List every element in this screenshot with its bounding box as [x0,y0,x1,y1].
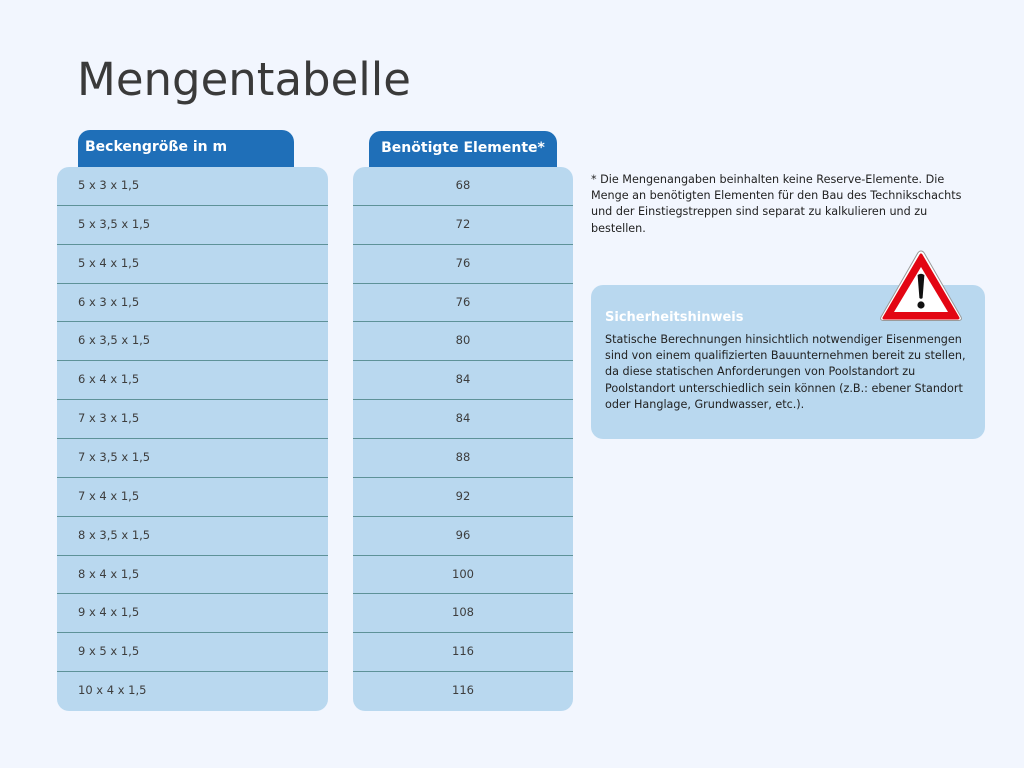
table-cell-size: 7 x 3,5 x 1,5 [57,439,328,478]
safety-notice-text: Statische Berechnungen hinsichtlich notwendiger Eisenmengen sind von einem qualifizierten Bauunternehmen bereit zu stellen, da diese statischen Anforderungen von Poolstandort zu Poolstandort unterschiedlich sein können (z.B.: ebener Standort oder Hanglage, Grundwasser, etc.). [605,333,966,411]
table-cell-size: 6 x 4 x 1,5 [57,361,328,400]
table-cell-elements: 108 [353,594,573,633]
table-cell-elements: 76 [353,245,573,284]
table-cell-size: 6 x 3,5 x 1,5 [57,322,328,361]
table-cell-elements: 68 [353,167,573,206]
table-cell-elements: 96 [353,517,573,556]
table-cell-elements: 88 [353,439,573,478]
column-header-size: Beckengröße in m [78,130,294,170]
table-cell-elements: 80 [353,322,573,361]
table-cell-size: 5 x 3 x 1,5 [57,167,328,206]
warning-triangle-icon [878,248,964,324]
table-cell-size: 8 x 3,5 x 1,5 [57,517,328,556]
table-cell-elements: 116 [353,633,573,672]
footnote-text: * Die Mengenangaben beinhalten keine Reserve-Elemente. Die Menge an benötigten Elementen für den Bau des Technikschachts und der Einstiegstreppen sind separat zu kalkulieren und zu bestellen. [591,173,962,235]
table-cell-size: 9 x 4 x 1,5 [57,594,328,633]
size-column [57,167,328,711]
elements-column [353,167,573,711]
table-cell-elements: 116 [452,683,474,698]
table-cell-elements: 84 [353,400,573,439]
table-cell-size: 5 x 4 x 1,5 [57,245,328,284]
table-cell-elements: 84 [353,361,573,400]
table-cell-size: 8 x 4 x 1,5 [57,556,328,595]
table-cell-size: 7 x 3 x 1,5 [57,400,328,439]
column-header-elements: Benötigte Elemente* [369,131,557,170]
table-cell-size: 5 x 3,5 x 1,5 [57,206,328,245]
table-cell-elements: 72 [353,206,573,245]
table-cell-elements: 76 [353,284,573,323]
safety-notice-title: Sicherheitshinweis [605,310,744,325]
page-title: Mengentabelle [77,53,411,106]
table-cell-elements: 92 [353,478,573,517]
table-cell-elements: 100 [353,556,573,595]
table-cell-size: 9 x 5 x 1,5 [57,633,328,672]
table-cell-size: 7 x 4 x 1,5 [57,478,328,517]
table-cell-size: 6 x 3 x 1,5 [57,284,328,323]
table-cell-size: 10 x 4 x 1,5 [78,683,147,698]
